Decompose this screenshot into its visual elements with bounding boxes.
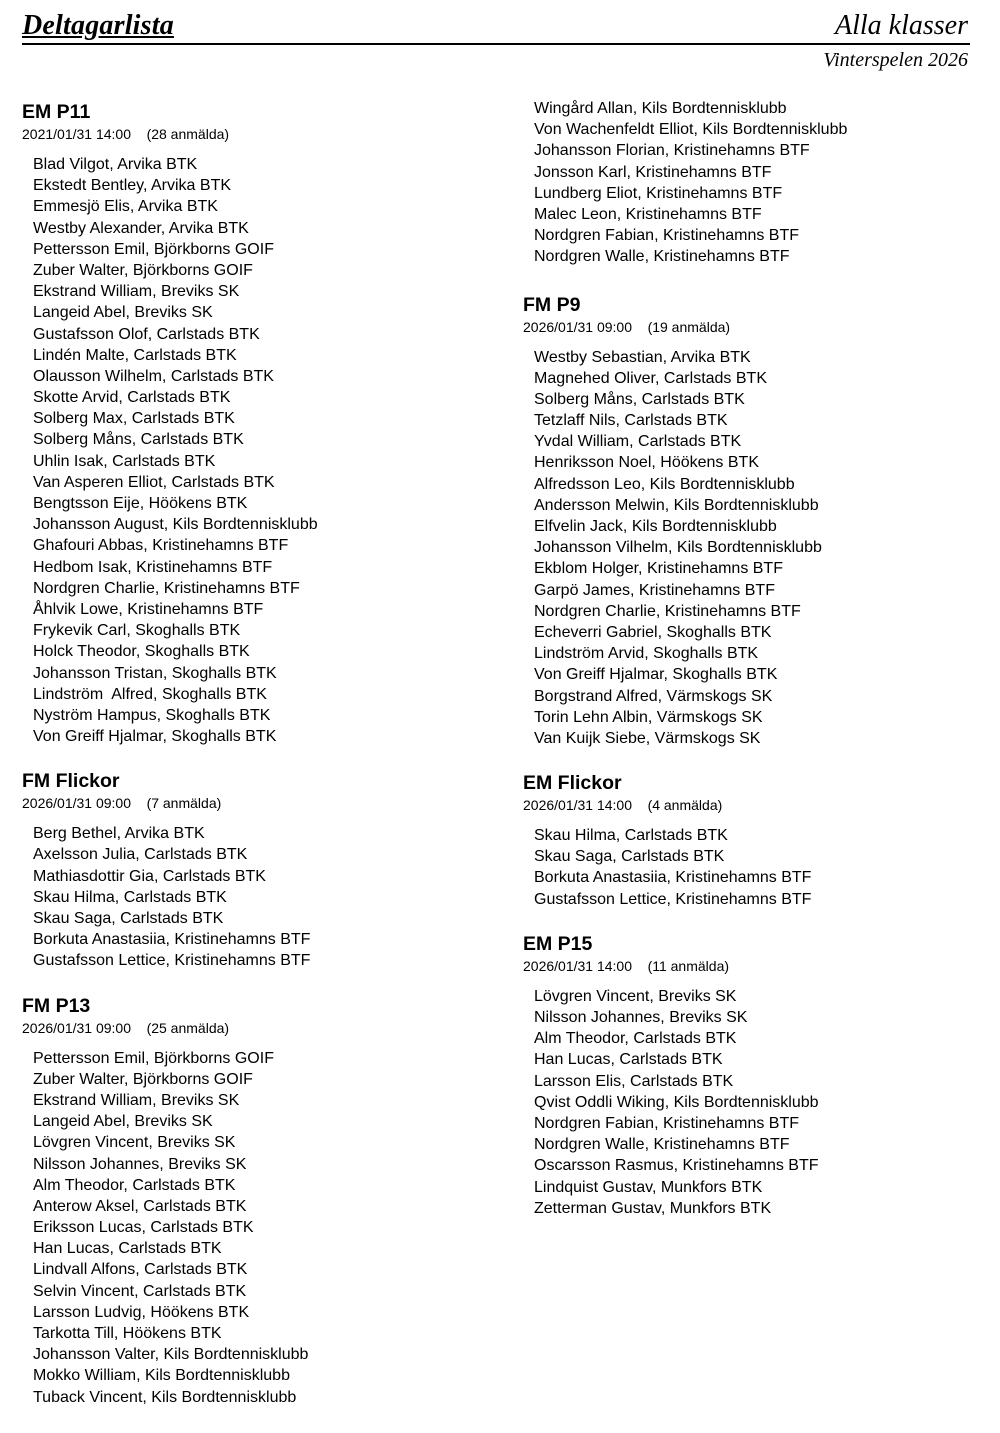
document-title: Deltagarlista xyxy=(22,10,174,41)
participant-item: Lindén Malte, Carlstads BTK xyxy=(33,346,237,364)
event-name: Vinterspelen 2026 xyxy=(823,49,968,71)
participant-item: Von Greiff Hjalmar, Skoghalls BTK xyxy=(534,666,778,684)
participant-list xyxy=(523,347,983,750)
participant-item: Han Lucas, Carlstads BTK xyxy=(33,1240,222,1258)
participant-item: Zuber Walter, Björkborns GOIF xyxy=(33,1070,253,1088)
participant-item: Van Asperen Elliot, Carlstads BTK xyxy=(33,473,275,491)
participant-item: Gustafsson Lettice, Kristinehamns BTF xyxy=(534,890,812,908)
participant-item: Mokko William, Kils Bordtennisklubb xyxy=(33,1367,290,1385)
participant-item: Yvdal William, Carlstads BTK xyxy=(534,433,742,451)
participant-item: Skau Saga, Carlstads BTK xyxy=(33,910,224,927)
participant-item: Nordgren Fabian, Kristinehamns BTF xyxy=(534,227,799,245)
participant-item: Johansson Vilhelm, Kils Bordtennisklubb xyxy=(534,539,822,557)
participant-item: Blad Vilgot, Arvika BTK xyxy=(33,156,198,173)
class-em-flickor xyxy=(523,772,983,910)
participant-item: Langeid Abel, Breviks SK xyxy=(33,304,213,322)
participant-item: Eriksson Lucas, Carlstads BTK xyxy=(33,1219,254,1237)
participant-item: Torin Lehn Albin, Värmskogs SK xyxy=(534,708,763,726)
participant-item: Nordgren Charlie, Kristinehamns BTF xyxy=(534,602,801,620)
class-datetime: 2026/01/31 14:00 xyxy=(523,957,632,974)
class-datetime: 2026/01/31 09:00 xyxy=(22,1019,131,1036)
class-meta xyxy=(523,956,983,976)
participant-item: Nordgren Walle, Kristinehamns BTF xyxy=(534,248,790,266)
participant-item: Ekblom Holger, Kristinehamns BTF xyxy=(534,560,783,578)
participant-item: Borkuta Anastasiia, Kristinehamns BTF xyxy=(534,869,812,887)
participant-item: Garpö James, Kristinehamns BTF xyxy=(534,581,775,599)
participant-item: Gustafsson Lettice, Kristinehamns BTF xyxy=(33,952,311,970)
participant-item: Johansson August, Kils Bordtennisklubb xyxy=(33,516,318,534)
class-title: EM Flickor xyxy=(523,772,622,795)
class-meta xyxy=(22,124,492,144)
participant-item: Wingård Allan, Kils Bordtennisklubb xyxy=(534,100,787,117)
participant-item: Nordgren Fabian, Kristinehamns BTF xyxy=(534,1114,799,1132)
participant-list xyxy=(22,154,492,747)
participant-item: Olausson Wilhelm, Carlstads BTK xyxy=(33,367,274,385)
class-title: EM P15 xyxy=(523,932,593,955)
participant-list xyxy=(523,825,983,910)
participant-item: Skau Saga, Carlstads BTK xyxy=(534,848,725,866)
participant-item: Van Kuijk Siebe, Värmskogs SK xyxy=(534,729,761,747)
class-em-p11 xyxy=(22,101,492,747)
participant-item: Ekstedt Bentley, Arvika BTK xyxy=(33,177,232,195)
participant-item: Ekstrand William, Breviks SK xyxy=(33,283,240,301)
participant-item: Lindström Arvid, Skoghalls BTK xyxy=(534,645,759,663)
class-datetime: 2026/01/31 09:00 xyxy=(523,318,632,335)
participant-item: Berg Bethel, Arvika BTK xyxy=(33,825,205,843)
class-count: (4 anmälda) xyxy=(647,797,723,814)
participant-item: Von Wachenfeldt Elliot, Kils Bordtennisklubb xyxy=(534,121,848,139)
participant-item: Qvist Oddli Wiking, Kils Bordtennisklubb xyxy=(534,1093,819,1111)
left-column xyxy=(22,101,492,1408)
participant-item: Frykevik Carl, Skoghalls BTK xyxy=(33,622,241,640)
participant-item: Nilsson Johannes, Breviks SK xyxy=(33,1155,247,1173)
class-datetime: 2026/01/31 09:00 xyxy=(22,795,131,812)
participant-item: Zetterman Gustav, Munkfors BTK xyxy=(534,1199,772,1217)
participant-item: Borkuta Anastasiia, Kristinehamns BTF xyxy=(33,931,311,949)
participant-item: Han Lucas, Carlstads BTK xyxy=(534,1051,723,1069)
participant-item: Pettersson Emil, Björkborns GOIF xyxy=(33,1049,274,1067)
participant-item: Hedbom Isak, Kristinehamns BTF xyxy=(33,558,273,576)
participant-item: Ekstrand William, Breviks SK xyxy=(33,1091,240,1109)
class-title: FM P9 xyxy=(523,293,581,316)
participant-item: Pettersson Emil, Björkborns GOIF xyxy=(33,240,274,258)
participant-item: Solberg Måns, Carlstads BTK xyxy=(33,431,244,449)
participant-item: Emmesjö Elis, Arvika BTK xyxy=(33,198,218,216)
participant-item: Solberg Måns, Carlstads BTK xyxy=(534,390,745,408)
participant-item: Lövgren Vincent, Breviks SK xyxy=(33,1134,236,1152)
participant-item: Langeid Abel, Breviks SK xyxy=(33,1113,213,1131)
header-rule xyxy=(22,43,970,45)
participant-item: Mathiasdottir Gia, Carlstads BTK xyxy=(33,867,266,885)
participant-item: Alm Theodor, Carlstads BTK xyxy=(33,1176,236,1194)
participant-item: Skotte Arvid, Carlstads BTK xyxy=(33,389,231,407)
class-fm-flickor xyxy=(22,770,492,971)
participant-item: Johansson Florian, Kristinehamns BTF xyxy=(534,142,810,160)
participant-item: Uhlin Isak, Carlstads BTK xyxy=(33,452,216,470)
document-subtitle: Alla klasser xyxy=(835,10,968,41)
participant-item: Lindvall Alfons, Carlstads BTK xyxy=(33,1261,248,1279)
participant-item: Johansson Tristan, Skoghalls BTK xyxy=(33,664,277,682)
participant-item: Tuback Vincent, Kils Bordtennisklubb xyxy=(33,1388,297,1406)
class-count: (11 anmälda) xyxy=(647,957,730,974)
class-title: FM P13 xyxy=(22,994,91,1017)
participant-item: Henriksson Noel, Höökens BTK xyxy=(534,454,759,472)
participant-item: Westby Sebastian, Arvika BTK xyxy=(534,348,751,366)
class-fm-p13 xyxy=(22,995,492,1408)
participant-item: Echeverri Gabriel, Skoghalls BTK xyxy=(534,623,772,641)
participant-item: Nilsson Johannes, Breviks SK xyxy=(534,1009,748,1026)
class-em-p15 xyxy=(523,933,983,1219)
participant-item: Larsson Ludvig, Höökens BTK xyxy=(33,1303,250,1321)
participant-item: Ghafouri Abbas, Kristinehamns BTF xyxy=(33,537,289,555)
participant-item: Nordgren Walle, Kristinehamns BTF xyxy=(534,1136,790,1154)
participant-item: Holck Theodor, Skoghalls BTK xyxy=(33,643,250,661)
participant-list-continued xyxy=(523,98,983,268)
class-count: (19 anmälda) xyxy=(647,318,731,335)
participant-item: Zuber Walter, Björkborns GOIF xyxy=(33,261,253,279)
class-meta xyxy=(523,795,983,815)
participant-list xyxy=(22,1048,492,1408)
participant-item: Andersson Melwin, Kils Bordtennisklubb xyxy=(534,496,819,514)
class-meta xyxy=(523,317,983,337)
participant-item: Lindström Alfred, Skoghalls BTK xyxy=(33,685,267,703)
class-count: (7 anmälda) xyxy=(146,795,222,812)
participant-item: Tarkotta Till, Höökens BTK xyxy=(33,1325,222,1342)
participant-item: Johansson Valter, Kils Bordtennisklubb xyxy=(33,1346,309,1364)
participant-item: Bengtsson Eije, Höökens BTK xyxy=(33,495,248,512)
participant-item: Solberg Max, Carlstads BTK xyxy=(33,410,235,428)
participant-item: Lindquist Gustav, Munkfors BTK xyxy=(534,1178,763,1196)
participant-item: Axelsson Julia, Carlstads BTK xyxy=(33,846,248,864)
class-count: (28 anmälda) xyxy=(146,126,230,142)
participant-item: Tetzlaff Nils, Carlstads BTK xyxy=(534,412,728,430)
participant-item: Elfvelin Jack, Kils Bordtennisklubb xyxy=(534,518,777,535)
participant-item: Anterow Aksel, Carlstads BTK xyxy=(33,1197,247,1215)
participant-item: Borgstrand Alfred, Värmskogs SK xyxy=(534,687,773,705)
participant-item: Westby Alexander, Arvika BTK xyxy=(33,219,249,237)
class-title: EM P11 xyxy=(22,101,91,123)
participant-item: Skau Hilma, Carlstads BTK xyxy=(33,888,227,906)
participant-item: Lövgren Vincent, Breviks SK xyxy=(534,987,737,1005)
right-column xyxy=(523,98,983,1219)
class-count: (25 anmälda) xyxy=(146,1019,230,1036)
participant-item: Alfredsson Leo, Kils Bordtennisklubb xyxy=(534,475,795,493)
class-meta xyxy=(22,793,492,813)
participant-item: Skau Hilma, Carlstads BTK xyxy=(534,827,728,845)
participant-item: Gustafsson Olof, Carlstads BTK xyxy=(33,325,260,343)
participant-item: Alm Theodor, Carlstads BTK xyxy=(534,1030,737,1048)
class-fm-p9 xyxy=(523,294,983,750)
participant-list xyxy=(523,986,983,1219)
class-title: FM Flickor xyxy=(22,770,120,793)
participant-item: Oscarsson Rasmus, Kristinehamns BTF xyxy=(534,1157,819,1175)
participant-item: Larsson Elis, Carlstads BTK xyxy=(534,1072,734,1090)
class-datetime: 2026/01/31 14:00 xyxy=(523,797,632,814)
participant-item: Åhlvik Lowe, Kristinehamns BTF xyxy=(33,600,264,618)
participant-item: Selvin Vincent, Carlstads BTK xyxy=(33,1282,247,1300)
participant-item: Lundberg Eliot, Kristinehamns BTF xyxy=(534,184,783,202)
participant-item: Jonsson Karl, Kristinehamns BTF xyxy=(534,163,772,181)
participant-item: Nordgren Charlie, Kristinehamns BTF xyxy=(33,579,300,597)
participant-item: Malec Leon, Kristinehamns BTF xyxy=(534,205,762,223)
participant-item: Von Greiff Hjalmar, Skoghalls BTK xyxy=(33,728,277,746)
participant-list xyxy=(22,823,492,971)
class-meta xyxy=(22,1018,492,1038)
class-datetime: 2021/01/31 14:00 xyxy=(22,126,131,142)
participant-item: Nyström Hampus, Skoghalls BTK xyxy=(33,706,271,724)
participant-item: Magnehed Oliver, Carlstads BTK xyxy=(534,369,767,387)
